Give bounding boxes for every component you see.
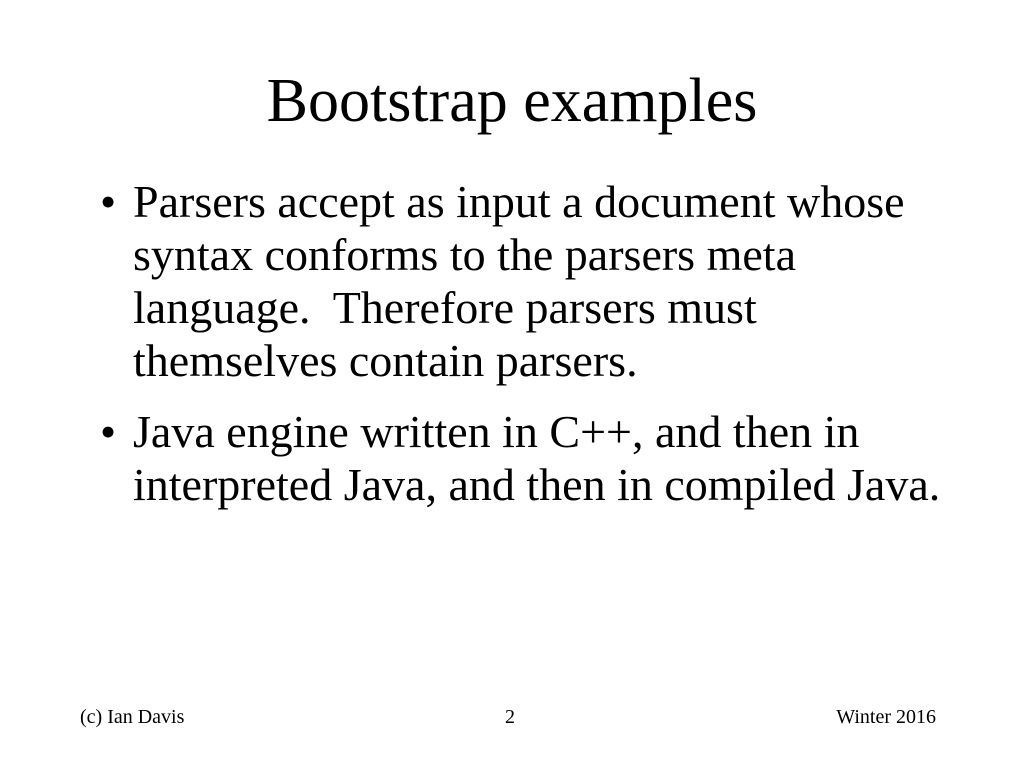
bullet-marker-icon: • (100, 406, 117, 457)
footer-term: Winter 2016 (836, 706, 936, 728)
footer-author: (c) Ian Davis (80, 706, 185, 728)
bullet-line: interpreted Java, and then in compiled Java. (133, 459, 941, 510)
bullet-item (100, 405, 1000, 511)
bullet-marker-icon: • (100, 176, 117, 227)
bullet-line: syntax conforms to the parsers meta (133, 229, 796, 280)
bullet-list (100, 175, 1000, 511)
bullet-line: Java engine written in C++, and then in (133, 406, 860, 457)
bullet-item (100, 175, 1000, 387)
footer-page-number: 2 (505, 706, 515, 728)
bullet-line: language. Therefore parsers must (133, 282, 757, 333)
bullet-line: themselves contain parsers. (133, 335, 638, 386)
slide-title: Bootstrap examples (266, 67, 758, 135)
bullet-line: Parsers accept as input a document whose (133, 176, 905, 227)
